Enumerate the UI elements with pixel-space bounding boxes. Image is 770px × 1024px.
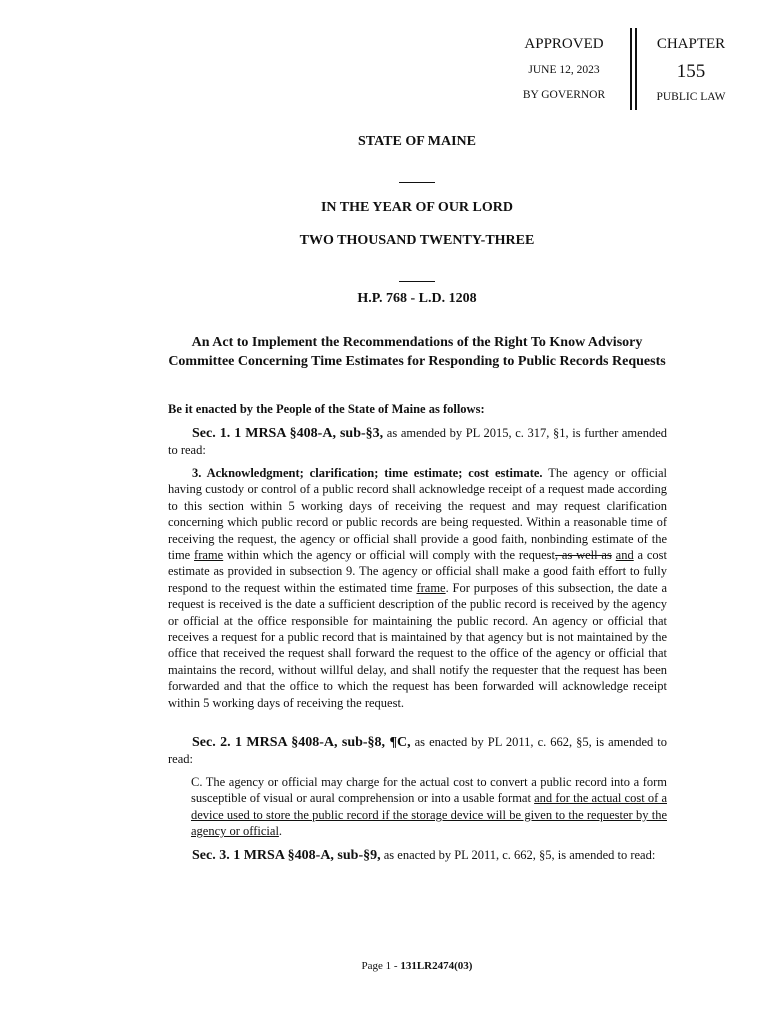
sec2-intro-text: as enacted by PL 2011, c. 662, §5, is amended to read: bbox=[168, 735, 667, 767]
para-c-text-b: . bbox=[278, 824, 283, 839]
sec1-subsection-3 bbox=[168, 465, 667, 711]
law-type: PUBLIC LAW bbox=[656, 91, 726, 103]
chapter-label: CHAPTER bbox=[656, 36, 726, 52]
approved-label: APPROVED bbox=[524, 36, 604, 52]
sec3-heading: Sec. 3. 1 MRSA §408-A, sub-§9, bbox=[192, 848, 381, 863]
inserted-and: and bbox=[615, 548, 634, 563]
bill-number: H.P. 768 - L.D. 1208 bbox=[357, 291, 477, 306]
enacting-clause: Be it enacted by the People of the State of Maine as follows: bbox=[168, 402, 485, 416]
header-divider-left bbox=[630, 28, 632, 110]
inserted-frame-2: frame bbox=[416, 580, 446, 595]
deleted-as-well-as: , as well as bbox=[554, 548, 612, 563]
sec2-paragraph-c bbox=[191, 774, 667, 840]
sub3-text-e: . For purposes of this subsection, the date a request is received is the date a sufficient description of the public record is received by the agency or official at the office responsible for maintaining the public record. An agency or official that receives a request for a public record that is maintained by that agency but is not maintained by the office that received the request shall forward the request to the office of the agency or official that maintains the record, without willful delay, and shall notify the requester that the request has been forwarded and that the office to which the request has been forwarded will acknowledge receipt within 5 working days of receiving the request. bbox=[168, 580, 667, 710]
sub3-text-b: within which the agency or official will comply with the request bbox=[223, 548, 555, 563]
footer-page: Page 1 - bbox=[361, 960, 401, 972]
sec1-heading: Sec. 1. 1 MRSA §408-A, sub-§3, bbox=[192, 426, 384, 441]
by-governor-label: BY GOVERNOR bbox=[522, 89, 606, 101]
para-c-text-a: C. The agency or official may charge for the actual cost to convert a public record into a form susceptible of visual or aural comprehension or into a usable format bbox=[191, 775, 667, 806]
sec2-intro bbox=[168, 734, 667, 768]
chapter-number: 155 bbox=[676, 61, 706, 82]
sec1-intro-text: as amended by PL 2015, c. 317, §1, is further amended to read: bbox=[168, 426, 667, 458]
heading-rule-2 bbox=[399, 281, 435, 282]
act-title: An Act to Implement the Recommendations of the Right To Know Advisory Committee Concerning Time Estimates for Responding to Public Records Requests bbox=[168, 335, 666, 369]
approval-date: JUNE 12, 2023 bbox=[528, 64, 600, 76]
para-c-inserted: and for the actual cost of a device used to store the public record if the storage device will be given to the requester by the agency or official bbox=[191, 791, 667, 839]
footer-doc-id: 131LR2474(03) bbox=[400, 960, 473, 972]
inserted-frame-1: frame bbox=[194, 548, 224, 563]
sub3-text-d: a cost estimate as provided in subsection 9. The agency or official shall make a good faith effort to fully respond to the request within the estimated time bbox=[168, 548, 668, 595]
year-line-1: IN THE YEAR OF OUR LORD bbox=[320, 200, 513, 215]
heading-rule-1 bbox=[399, 182, 435, 183]
sec3-intro-text: as enacted by PL 2011, c. 662, §5, is amended to read: bbox=[380, 848, 656, 862]
sec1-intro bbox=[168, 425, 667, 459]
sec2-heading: Sec. 2. 1 MRSA §408-A, sub-§8, ¶C, bbox=[192, 735, 411, 750]
year-line-2: TWO THOUSAND TWENTY-THREE bbox=[299, 233, 535, 248]
header-divider-right bbox=[635, 28, 637, 110]
page-footer bbox=[0, 960, 770, 972]
sec3-intro bbox=[168, 847, 667, 864]
sub3-heading: 3. Acknowledgment; clarification; time estimate; cost estimate. bbox=[192, 466, 543, 480]
sub3-text-a: The agency or official having custody or control of a public record shall acknowledge receipt of a request made according to this section within 5 working days of receiving the request and may request clarification concerning which public record or public records are being requested. Within a reasonable time of receiving the request, the agency or official shall provide a good faith, nonbinding estimate of the time bbox=[168, 466, 667, 563]
state-heading: STATE OF MAINE bbox=[358, 134, 476, 149]
